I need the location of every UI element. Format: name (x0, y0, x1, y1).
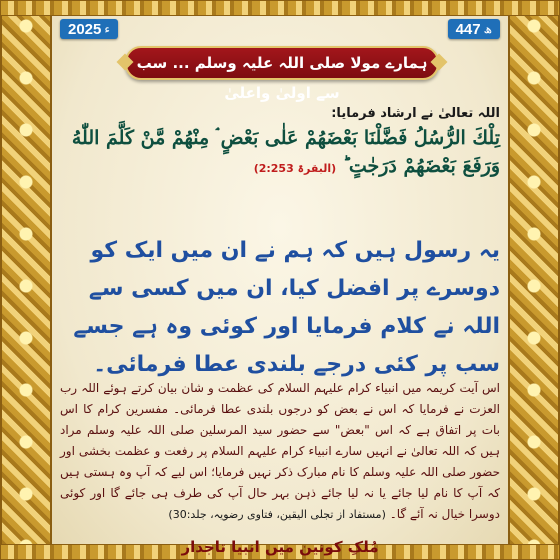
commentary-source: (مستفاد از تجلی الیقین، فتاوی رضویہ، جلد:30) (168, 508, 386, 521)
title-banner (125, 46, 439, 102)
intro-line: اللہ تعالیٰ نے ارشاد فرمایا: (331, 106, 500, 121)
verse-translation: یہ رسول ہیں کہ ہم نے ان میں ایک کو دوسرے پر افضل کیا، ان میں کسی سے اللہ نے کلام فرمایا اور کوئی وہ ہے جسے سب پر کئی درجے بلندی عطا فرمائی۔ (73, 238, 500, 377)
gregorian-year-badge (60, 19, 118, 39)
page-title: ہمارے مولا صلی اللہ علیہ وسلم ... سب سے اولیٰ واعلیٰ (136, 54, 428, 102)
commentary-paragraph (60, 378, 500, 525)
ornate-border-top (0, 0, 560, 16)
hijri-suffix: ھ (483, 22, 492, 36)
commentary-text: اس آیت کریمہ میں انبیاء کرام علیہم السلام کی عظمت و شان بیان کرتے ہوئے اللہ رب العزت نے فرمایا کہ اس نے بعض کو درجوں بلندی عطا فرمائی۔ مفسرین کرام کا اس بات پر اتفاق ہے کہ اس "بعض" سے حضور سید المرسلین صلی اللہ علیہ وسلم مراد ہیں کہ اللہ تعالیٰ نے انہیں سارے انبیاء کرام علیہم السلام پر رفعت و عظمت بخشی اور حضور صلی اللہ علیہ وسلم کا نام مبارک ذکر نہیں فرمایا؛ اس لیے کہ آپ وہ ہستی ہیں کہ آپ کا نام لیا جائے یا نہ لیا جائے ذہن بہر حال آپ کی طرف ہی جائے گا اور کوئی دوسرا خیال نہ آئے گا۔ (60, 381, 500, 521)
quran-verse-text: تِلْكَ الرُّسُلُ فَضَّلْنَا بَعْضَهُمْ عَلٰى بَعْضٍ ۘ مِنْهُمْ مَّنْ كَلَّمَ اللّٰهُ وَرَفَعَ بَعْضَهُمْ دَرَجٰتٍ ؕ (71, 127, 500, 177)
hijri-year-badge (448, 19, 500, 39)
gregorian-year: 2025 (68, 20, 102, 38)
verse-reference: (البقرۃ 2:253) (253, 162, 337, 175)
quran-verse (60, 124, 500, 180)
hijri-year: 447 (455, 20, 481, 38)
ornate-border-left (0, 0, 52, 560)
gregorian-suffix: ء (104, 22, 111, 36)
ornate-border-right (508, 0, 560, 560)
footer-verse-line: مُلکِ کونین میں انبیا تاجدار (181, 538, 379, 556)
